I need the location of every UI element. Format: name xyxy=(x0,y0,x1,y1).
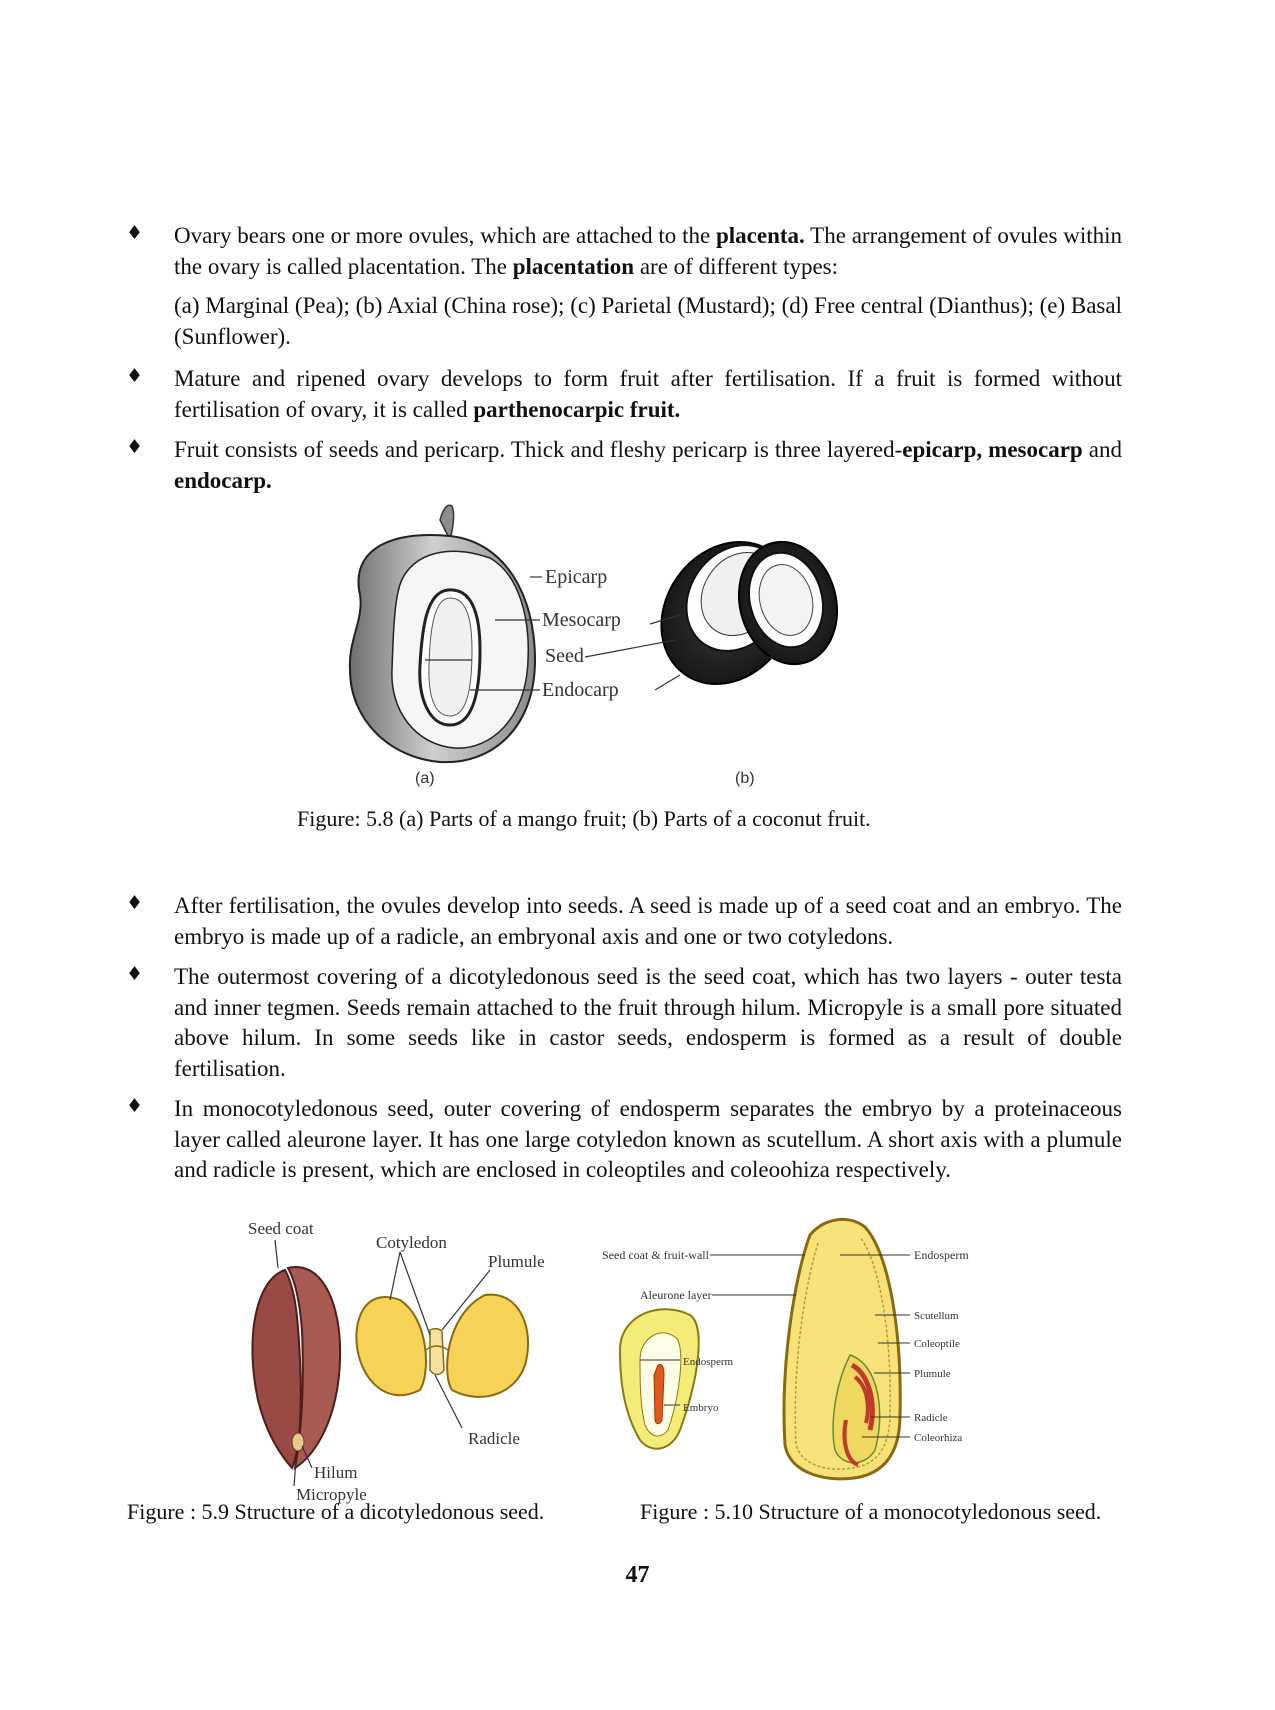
label-seed: Seed xyxy=(545,645,584,667)
maize-small-illustration xyxy=(620,1309,699,1449)
label-epicarp: Epicarp xyxy=(545,566,608,588)
text-run: Mature and ripened ovary develops to form fruit after fertilisation. If a fruit is formed without fertilisation of ovary, it is called xyxy=(174,366,1122,422)
label-plumule: Plumule xyxy=(488,1252,545,1271)
figure-5-10-monocot-seed xyxy=(580,1215,1050,1490)
figure-5-8-mango-coconut xyxy=(330,500,930,800)
cotyledon-illustration xyxy=(356,1295,528,1397)
label-plumule: Plumule xyxy=(914,1368,951,1380)
text-run: Ovary bears one or more ovules, which are attached to the xyxy=(174,223,716,248)
figure-5-9-dicot-seed xyxy=(230,1210,570,1490)
bullet-marker: ♦ xyxy=(126,436,144,458)
coconut-illustration xyxy=(634,516,850,710)
label-coleorhiza: Coleorhiza xyxy=(914,1432,963,1444)
bold-term: epicarp, mesocarp xyxy=(902,437,1083,462)
bullet-marker: ♦ xyxy=(126,365,144,387)
bullet-text xyxy=(174,435,1122,496)
bullet-marker: ♦ xyxy=(126,892,144,914)
bullet-text xyxy=(174,364,1122,425)
label-hilum: Hilum xyxy=(314,1463,358,1482)
page-number: 47 xyxy=(625,1562,650,1588)
bullet-text xyxy=(174,221,1122,282)
figure-5-9-caption: Figure : 5.9 Structure of a dicotyledonous seed. xyxy=(127,1499,545,1524)
bold-term: placenta. xyxy=(715,223,805,248)
label-endosperm: Endosperm xyxy=(914,1248,969,1262)
bold-term: parthenocarpic fruit. xyxy=(473,396,681,422)
label-radicle: Radicle xyxy=(468,1429,520,1448)
label-seed-coat: Seed coat xyxy=(248,1219,314,1238)
label-a: (a) xyxy=(415,770,435,787)
label-scutellum: Scutellum xyxy=(914,1310,959,1322)
text-run: and xyxy=(1082,437,1122,462)
label-cotyledon: Cotyledon xyxy=(376,1233,447,1252)
mango-illustration xyxy=(350,505,535,762)
bullet-text: The outermost covering of a dicotyledonous seed is the seed coat, which has two layers - outer testa and inner tegmen. Seeds remain attached to the fruit through hilum. Micropyle is a small pore situated above hilum. In some seeds like in castor seeds, endosperm is formed as a result of double fertilisation. xyxy=(174,964,1122,1081)
text-run: The arrangement of ovules within the ovary is called placentation. The xyxy=(174,223,1122,279)
label-coleoptile: Coleoptile xyxy=(914,1338,960,1350)
bean-seed-illustration xyxy=(252,1267,340,1468)
bullet-marker: ♦ xyxy=(126,1095,144,1117)
bullet-marker: ♦ xyxy=(126,963,144,985)
placentation-types: (a) Marginal (Pea); (b) Axial (China rose); (c) Parietal (Mustard); (d) Free central (Dianthus); (e) Basal (Sunflower). xyxy=(174,293,1122,349)
figure-5-8-caption: Figure: 5.8 (a) Parts of a mango fruit; (b) Parts of a coconut fruit. xyxy=(297,806,871,831)
bold-term: placentation xyxy=(512,253,635,279)
label-b: (b) xyxy=(735,770,755,787)
maize-large-illustration xyxy=(784,1219,900,1478)
label-mesocarp: Mesocarp xyxy=(542,609,621,631)
bullet-text: After fertilisation, the ovules develop into seeds. A seed is made up of a seed coat and an embryo. The embryo is made up of a radicle, an embryonal axis and one or two cotyledons. xyxy=(174,893,1122,949)
text-run: are of different types: xyxy=(634,253,839,279)
label-micropyle: Micropyle xyxy=(296,1485,367,1504)
figure-5-10-caption: Figure : 5.10 Structure of a monocotyledonous seed. xyxy=(640,1499,1102,1524)
bold-term: endocarp. xyxy=(174,467,272,493)
label-seed-coat-fruit-wall: Seed coat & fruit-wall xyxy=(602,1248,709,1262)
text-run: Fruit consists of seeds and pericarp. Thick and fleshy pericarp is three layered- xyxy=(174,437,903,462)
label-endocarp: Endocarp xyxy=(542,679,619,701)
bullet-marker: ♦ xyxy=(126,222,144,244)
label-radicle: Radicle xyxy=(914,1412,948,1424)
label-endosperm-small: Endosperm xyxy=(683,1356,734,1368)
label-embryo: Embryo xyxy=(683,1402,719,1414)
label-aleurone-layer: Aleurone layer xyxy=(640,1288,712,1302)
bullet-text: In monocotyledonous seed, outer covering of endosperm separates the embryo by a proteinaceous layer called aleurone layer. It has one large cotyledon known as scutellum. A short axis with a plumule and radicle is present, which are enclosed in coleoptiles and coleoohiza respectively. xyxy=(174,1096,1122,1182)
